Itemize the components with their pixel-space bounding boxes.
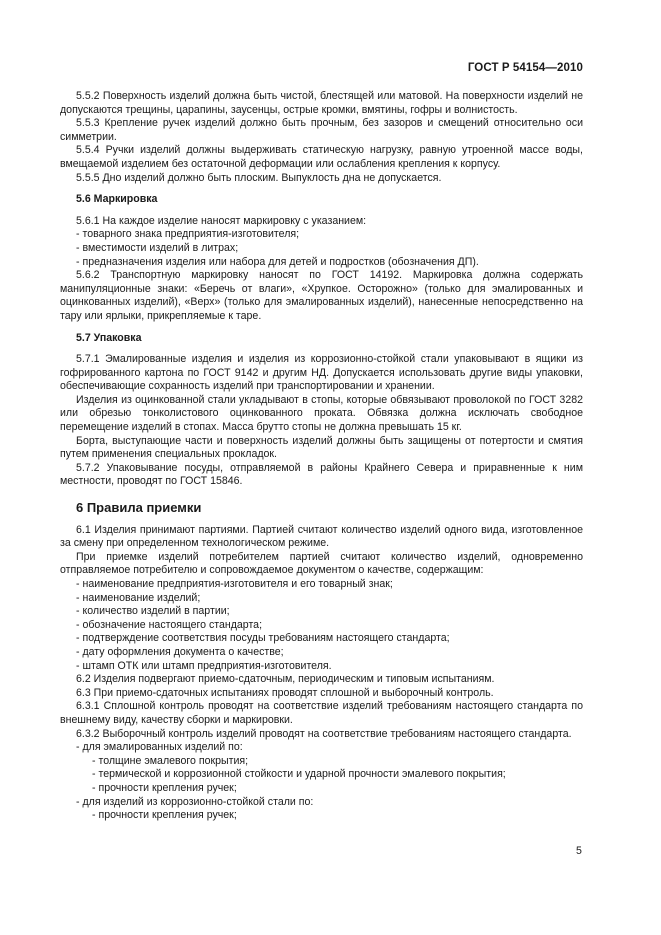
paragraph: 5.5.5 Дно изделий должно быть плоским. Выпуклость дна не допускается. <box>76 171 442 184</box>
paragraph: 6.1 Изделия принимают партиями. Партией считают количество изделий одного вида, изготовленное за смену при определенном технологическом режиме. <box>60 523 583 550</box>
paragraph: 5.5.4 Ручки изделий должны выдерживать статическую нагрузку, равную утроенной массе воды, вмещаемой изделием без остаточной деформации или ослабления крепления к корпусу. <box>60 144 583 170</box>
paragraph: 5.7.1 Эмалированные изделия и изделия из коррозионно-стойкой стали упаковывают в ящики из гофрированного картона по ГОСТ 9142 и другим НД. Допускается использовать другие виды упаковки, обеспечивающие сохранность изделий при транспортировании и хранении. <box>60 353 583 393</box>
list-item: - дату оформления документа о качестве; <box>76 645 284 658</box>
list-item: - для эмалированных изделий по: <box>76 741 243 754</box>
paragraph: 6.2 Изделия подвергают приемо-сдаточным, периодическим и типовым испытаниям. <box>76 673 495 686</box>
sub-list-item: - прочности крепления ручек; <box>92 809 237 822</box>
list-item: - количество изделий в партии; <box>76 605 230 618</box>
paragraph: 5.6.1 На каждое изделие наносят маркировку с указанием: <box>76 214 367 227</box>
paragraph: При приемке изделий потребителем партией считают количество изделий, одновременно отправляемое потребителю и сопровождаемое документом о качестве, содержащим: <box>60 550 583 577</box>
sub-list-item: - прочности крепления ручек; <box>92 781 237 794</box>
paragraph: 6.3.2 Выборочный контроль изделий проводят на соответствие требованиям настоящего стандарта. <box>76 727 572 740</box>
standard-header: ГОСТ Р 54154—2010 <box>467 62 583 74</box>
sub-list-item: - термической и коррозионной стойкости и ударной прочности эмалевого покрытия; <box>92 768 506 781</box>
paragraph: Изделия из оцинкованной стали укладывают в стопы, которые обвязывают проволокой по ГОСТ 3282 или обрезью тонколистового оцинкованного проката. Обвязка должна исключать свободное перемещение изделий в стопах. Масса брутто стопы не должна превышать 15 кг. <box>60 393 583 434</box>
list-item: - штамп ОТК или штамп предприятия-изготовителя. <box>76 659 332 672</box>
section-heading-5-6: 5.6 Маркировка <box>76 193 158 206</box>
paragraph: 5.5.3 Крепление ручек изделий должно быть прочным, без зазоров и смещений относительно оси симметрии. <box>60 117 583 143</box>
list-item: - вместимости изделий в литрах; <box>76 241 239 254</box>
section-heading-5-7: 5.7 Упаковка <box>76 331 142 344</box>
document-body <box>60 90 583 823</box>
paragraph: 5.6.2 Транспортную маркировку наносят по ГОСТ 14192. Маркировка должна содержать манипуляционные знаки: «Беречь от влаги», «Хрупкое. Осторожно» (только для эмалированных и оцинкованных изделий), «Верх» (только для эмалированных изделий), нанесенные непосредственно на тару или ярлыки, прикрепляемые к таре. <box>60 269 583 322</box>
list-item: - предназначения изделия или набора для детей и подростков (обозначения ДП). <box>76 255 479 268</box>
sub-list-item: - толщине эмалевого покрытия; <box>92 754 249 767</box>
list-item: - наименование изделий; <box>76 591 201 604</box>
paragraph: 5.5.2 Поверхность изделий должна быть чистой, блестящей или матовой. На поверхности изделий не допускаются трещины, царапины, заусенцы, острые кромки, вмятины, гофры и волнистость. <box>60 90 583 116</box>
list-item: - подтверждение соответствия посуды требованиям настоящего стандарта; <box>76 632 450 645</box>
list-item: - обозначение настоящего стандарта; <box>76 618 263 631</box>
paragraph: Борта, выступающие части и поверхность изделий должны быть защищены от потертости и смятия путем применения специальных прокладок. <box>60 434 583 461</box>
paragraph: 6.3 При приемо-сдаточных испытаниях проводят сплошной и выборочный контроль. <box>76 686 494 699</box>
paragraph: 5.7.2 Упаковывание посуды, отправляемой в районы Крайнего Севера и приравненные к ним местности, проводят по ГОСТ 15846. <box>60 461 583 488</box>
list-item: - наименование предприятия-изготовителя и его товарный знак; <box>76 578 393 590</box>
page-number: 5 <box>576 845 582 857</box>
paragraph: 6.3.1 Сплошной контроль проводят на соответствие изделий требованиям настоящего стандарта по внешнему виду, качеству сборки и маркировки. <box>60 700 583 726</box>
section-heading-6: 6 Правила приемки <box>76 500 202 516</box>
list-item: - товарного знака предприятия-изготовителя; <box>76 228 300 241</box>
list-item: - для изделий из коррозионно-стойкой стали по: <box>76 795 314 808</box>
